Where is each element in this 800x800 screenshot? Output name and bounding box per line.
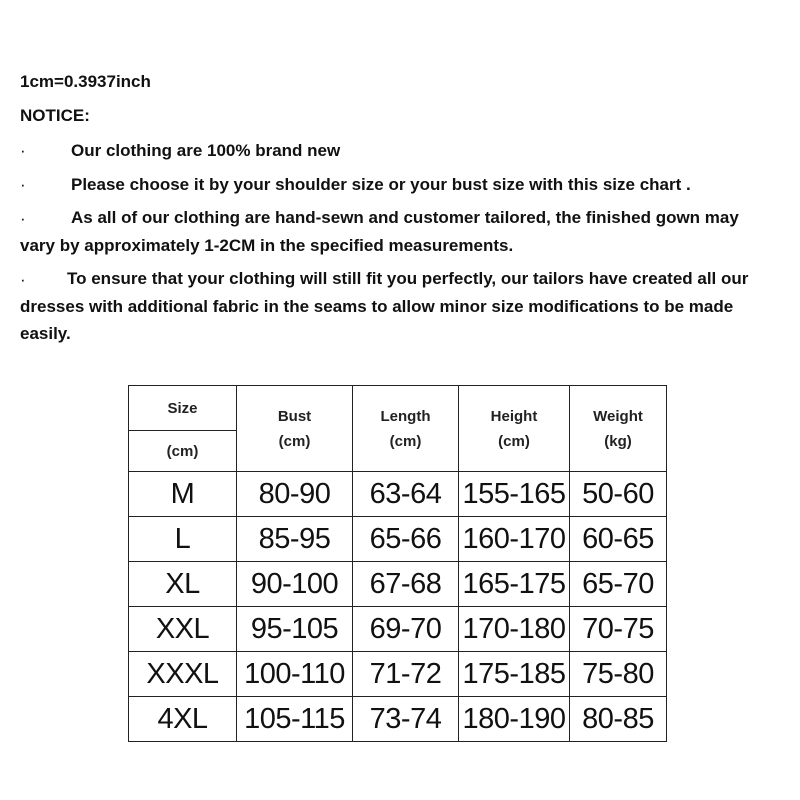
column-header-bust: Bust (cm)	[237, 386, 353, 472]
length-cell: 67-68	[353, 562, 459, 607]
table-row	[129, 607, 667, 652]
length-cell: 63-64	[353, 472, 459, 517]
length-cell: 71-72	[353, 652, 459, 697]
bust-cell: 85-95	[237, 517, 353, 562]
weight-cell: 80-85	[570, 697, 667, 742]
weight-cell: 75-80	[570, 652, 667, 697]
notice-item: Our clothing are 100% brand new	[71, 141, 341, 160]
bust-cell: 80-90	[237, 472, 353, 517]
height-cell: 175-185	[459, 652, 570, 697]
bust-cell: 100-110	[237, 652, 353, 697]
height-cell: 180-190	[459, 697, 570, 742]
weight-cell: 60-65	[570, 517, 667, 562]
column-header-length: Length (cm)	[353, 386, 459, 472]
bust-cell: 90-100	[237, 562, 353, 607]
size-cell: XL	[129, 562, 237, 607]
length-cell: 69-70	[353, 607, 459, 652]
bullet-icon: ·	[20, 209, 26, 228]
table-header-row	[129, 386, 667, 431]
height-cell: 155-165	[459, 472, 570, 517]
size-cell: 4XL	[129, 697, 237, 742]
notice-item: As all of our clothing are hand-sewn and customer tailored, the finished gown may vary by approximately 1-2CM in the specified measurements.	[20, 208, 739, 255]
size-cell: XXL	[129, 607, 237, 652]
notice-item: Please choose it by your shoulder size or your bust size with this size chart .	[71, 175, 691, 194]
height-cell: 160-170	[459, 517, 570, 562]
weight-cell: 70-75	[570, 607, 667, 652]
bust-cell: 95-105	[237, 607, 353, 652]
notice-heading: NOTICE:	[20, 106, 90, 125]
unit-conversion: 1cm=0.3937inch	[20, 72, 151, 91]
column-header-height: Height (cm)	[459, 386, 570, 472]
bust-cell: 105-115	[237, 697, 353, 742]
size-chart-table	[128, 385, 667, 742]
bullet-icon: ·	[20, 270, 26, 289]
table-row	[129, 562, 667, 607]
weight-cell: 65-70	[570, 562, 667, 607]
height-cell: 170-180	[459, 607, 570, 652]
size-cell: XXXL	[129, 652, 237, 697]
table-row	[129, 472, 667, 517]
size-cell: M	[129, 472, 237, 517]
size-unit-header: (cm)	[129, 431, 237, 472]
size-cell: L	[129, 517, 237, 562]
bullet-icon: ·	[20, 175, 26, 194]
length-cell: 65-66	[353, 517, 459, 562]
table-row	[129, 517, 667, 562]
bullet-icon: ·	[20, 141, 26, 160]
height-cell: 165-175	[459, 562, 570, 607]
column-header-weight: Weight (kg)	[570, 386, 667, 472]
table-row	[129, 697, 667, 742]
length-cell: 73-74	[353, 697, 459, 742]
table-row	[129, 652, 667, 697]
notice-item: To ensure that your clothing will still fit you perfectly, our tailors have created all our dresses with additional fabric in the seams to allow minor size modifications to be made easily.	[20, 269, 749, 343]
weight-cell: 50-60	[570, 472, 667, 517]
size-header: Size	[129, 386, 237, 431]
